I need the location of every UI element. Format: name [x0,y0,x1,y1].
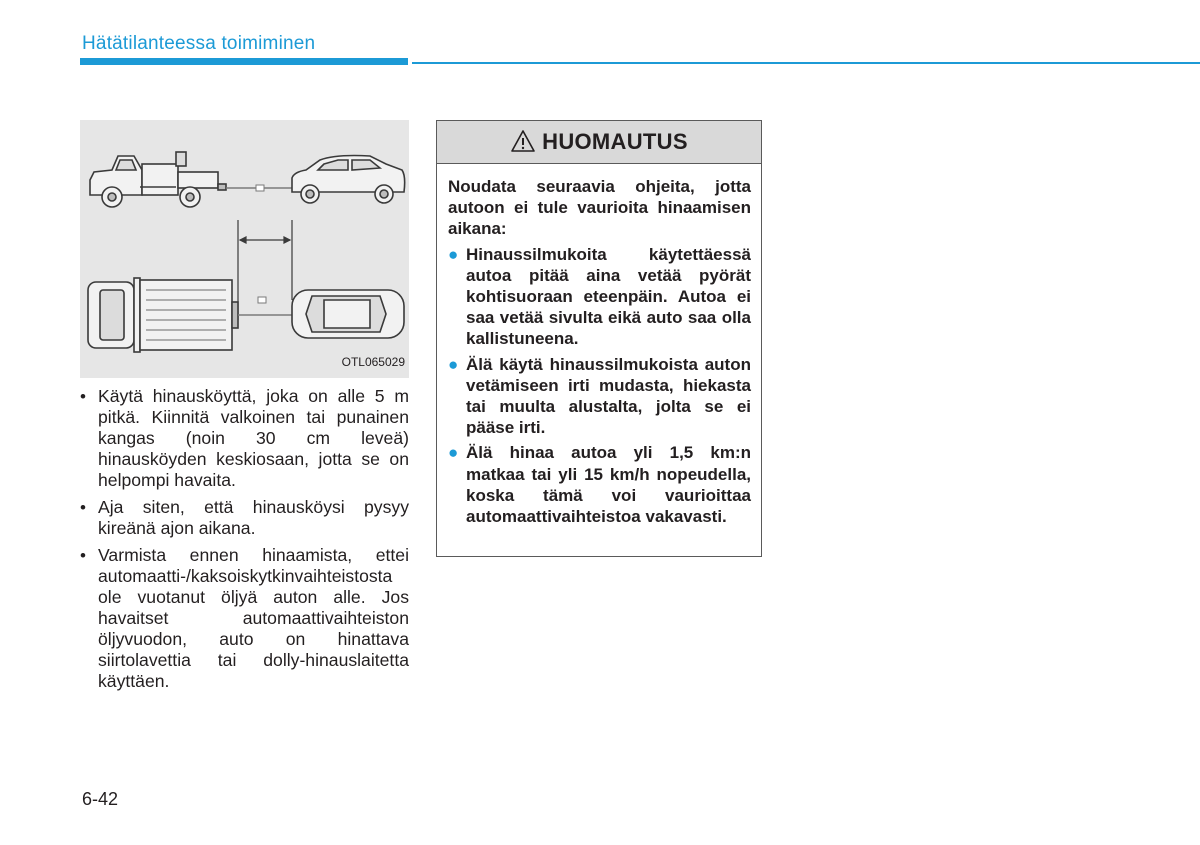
list-item-text: Käytä hinausköyttä, joka on alle 5 m pitkä. Kiinnitä valkoinen tai punainen kangas (noin 30 cm leveä) hinausköyden keskiosaan, jotta se on helpompi havaita. [98,386,409,490]
towing-diagram [80,120,409,378]
bullet-dot: ● [448,244,459,264]
header-rule-thick [80,58,408,65]
rope-flag-top [258,297,266,303]
bullet-dot: • [80,498,86,517]
notice-list [448,244,751,528]
distance-marker [238,220,292,320]
notice-item-text: Älä käytä hinaussilmukoista auton vetämiseen irti mudasta, hiekasta tai muulta alustalta, jolta se ei pääse irti. [466,354,751,438]
towed-car-top [292,290,404,338]
bullet-dot: ● [448,443,459,463]
towing-illustration [80,120,409,378]
notice-item [448,442,751,527]
notice-item [448,354,751,439]
notice-item-text: Hinaussilmukoita käytettäessä autoa pitää aina vetää pyörät kohtisuoraan eteenpäin. Autoa ei saa vetää sivulta eikä auto saa olla kallistuneena. [466,244,751,349]
bullet-dot: • [80,546,86,565]
warning-triangle-icon [510,129,536,153]
rope-flag-side [256,185,264,191]
tow-truck-top [88,278,238,352]
figure-code: OTL065029 [341,355,405,369]
notice-header [437,121,761,164]
list-item [78,386,409,491]
notice-box [436,120,762,557]
header-rule-thin [412,62,1200,64]
section-title: Hätätilanteessa toimiminen [82,33,316,54]
list-item-text: Aja siten, että hinausköysi pysyy kireänä ajon aikana. [98,497,409,538]
page-number: 6-42 [82,789,119,809]
list-item [78,545,409,692]
bullet-dot: ● [448,354,459,374]
bullet-dot: • [80,387,86,406]
list-item [78,497,409,539]
notice-intro: Noudata seuraavia ohjeita, jotta autoon ei tule vaurioita hinaamisen aikana: [448,177,751,239]
list-item-text: Varmista ennen hinaamista, ettei automaatti-/kaksoiskytkinvaihteistosta ole vuotanut öljyä auton alle. Jos havaitset automaattivaihteiston öljyvuodon, auto on hinattava siirtolavettia tai dolly-hinauslaitetta käyttäen. [98,545,409,691]
notice-title: HUOMAUTUS [542,129,688,154]
towed-car-side [292,156,405,204]
notice-item-text: Älä hinaa autoa yli 1,5 km:n matkaa tai yli 15 km/h nopeudella, koska tämä voi vaurioittaa automaattivaihteistoa vakavasti. [466,443,751,527]
towing-instructions-list [78,386,409,698]
notice-item [448,244,751,350]
notice-body [437,164,761,527]
tow-truck-side [90,152,226,207]
